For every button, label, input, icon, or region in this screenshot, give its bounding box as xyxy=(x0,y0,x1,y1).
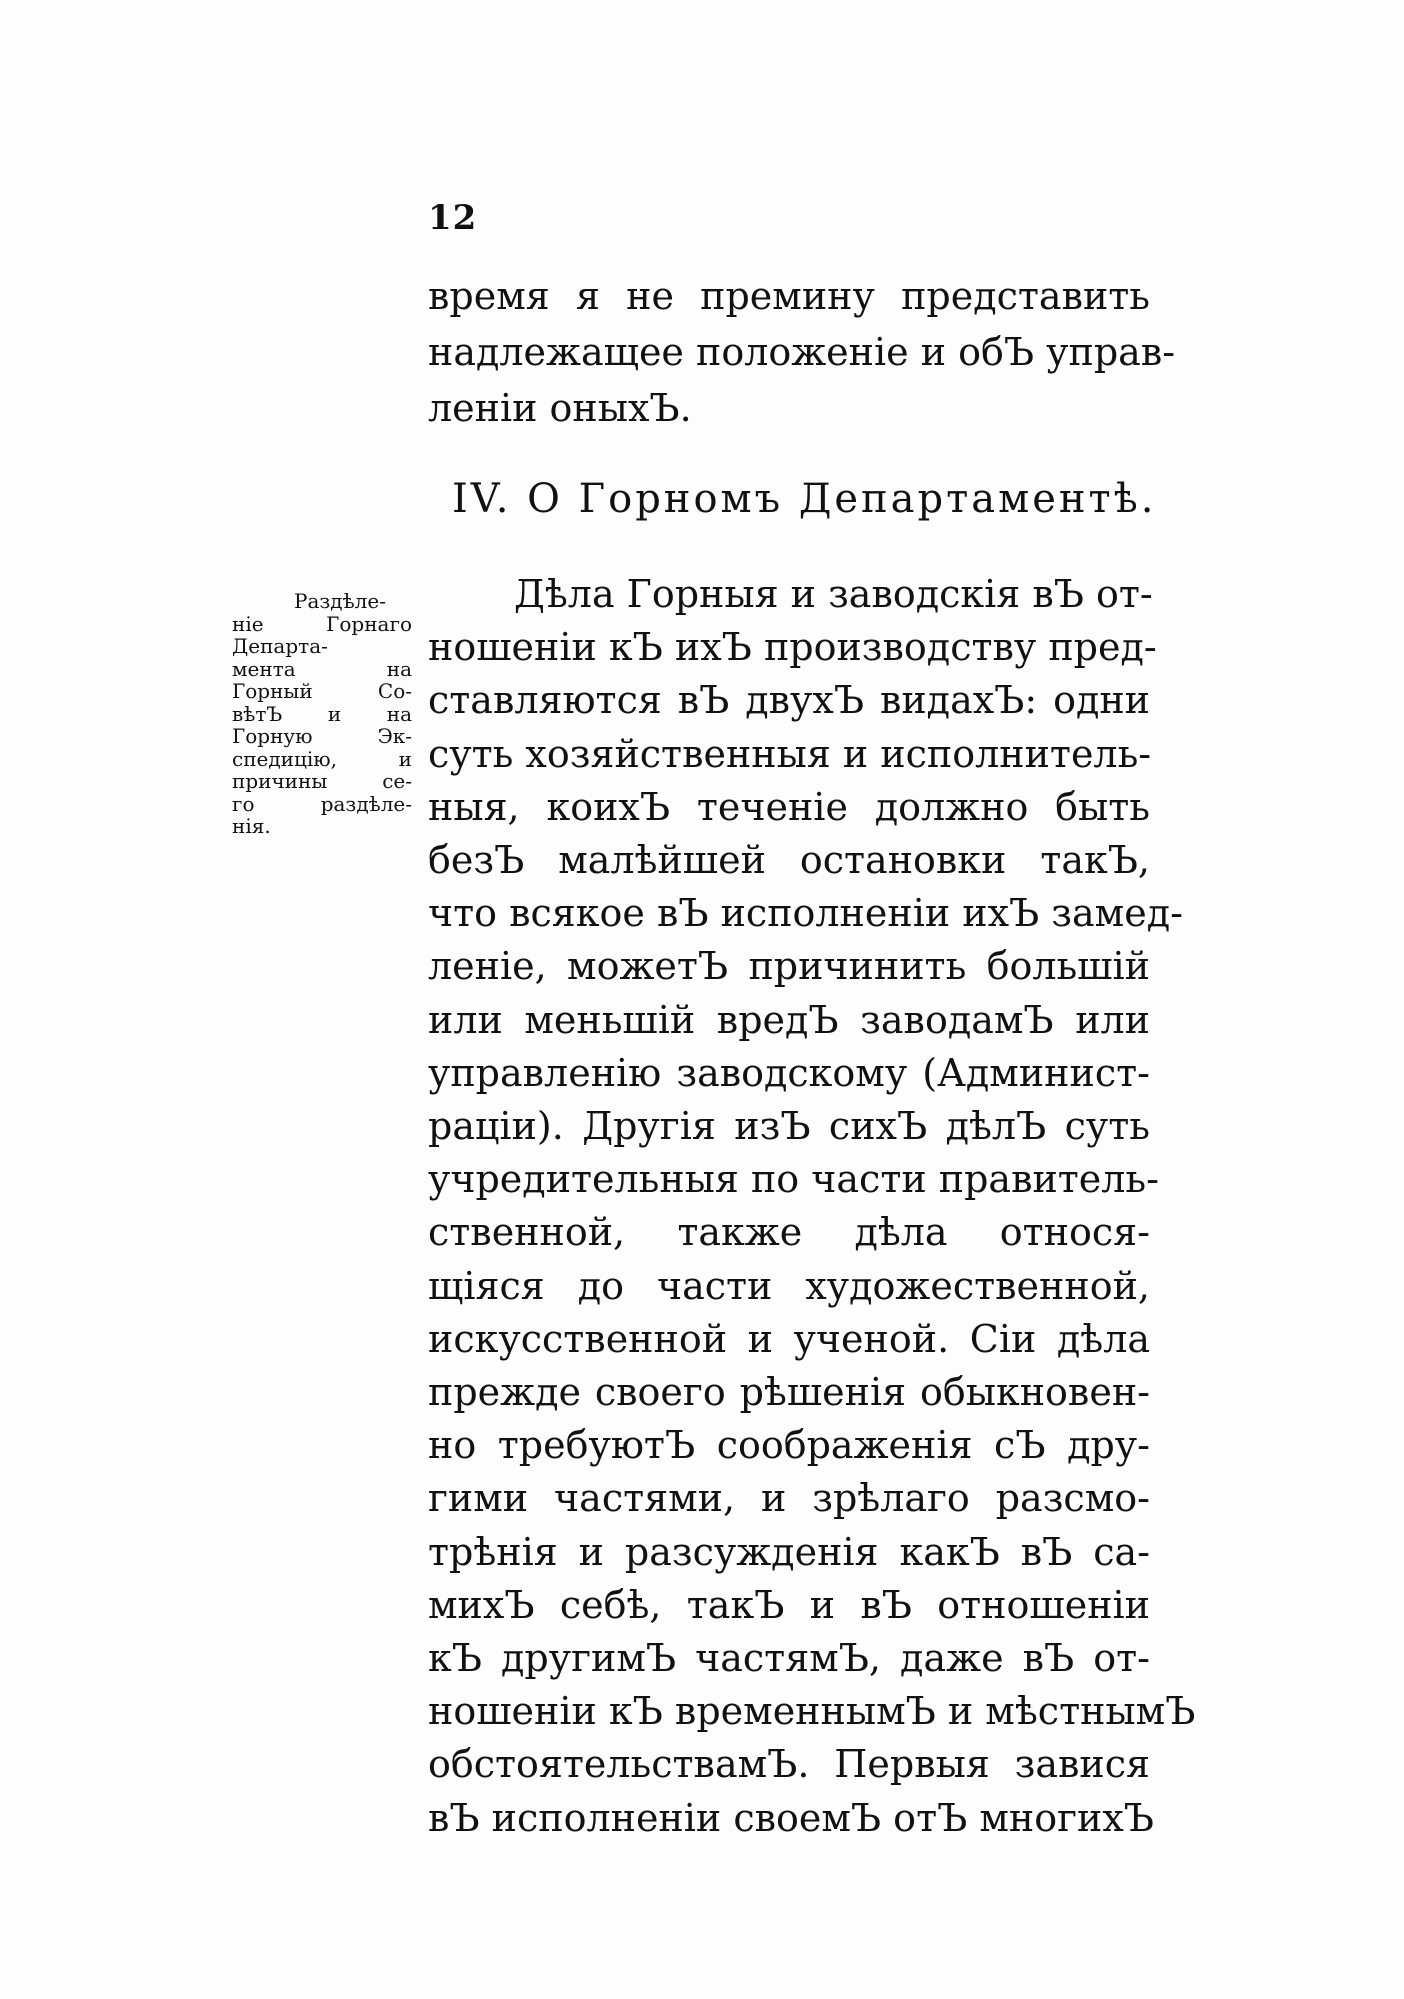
text-line: управленію заводскому (Админист- xyxy=(428,1050,1150,1095)
text-line: вЪ исполненіи своемЪ отЪ многихЪ xyxy=(428,1795,1154,1840)
text-line: ношеніи кЪ временнымЪ и мѣстнымЪ xyxy=(428,1689,1196,1734)
margin-note-line: ніе Горнаго xyxy=(232,611,412,636)
text-line: ныя, коихЪ теченіе должно быть xyxy=(428,784,1150,829)
section-heading: IV. О Горномъ Департаментѣ. xyxy=(452,476,1157,522)
text-line: ношеніи кЪ ихЪ производству пред- xyxy=(428,625,1157,670)
page-number: 12 xyxy=(428,198,478,238)
text-line: прежде своего рѣшенія обыкновен- xyxy=(428,1370,1150,1415)
text-line: трѣнія и разсужденія какЪ вЪ са- xyxy=(428,1529,1150,1574)
text-line: надлежащее положеніе и обЪ управ- xyxy=(428,330,1176,374)
text-line: леніе, можетЪ причинить большій xyxy=(428,944,1150,989)
text-line: но требуютЪ соображенія сЪ дру- xyxy=(428,1423,1150,1468)
text-line: гими частями, и зрѣлаго разсмо- xyxy=(428,1476,1150,1521)
text-line: безЪ малѣйшей остановки такЪ, xyxy=(428,838,1150,883)
text-line: искусственной и ученой. Сіи дѣла xyxy=(428,1316,1150,1361)
text-line: или меньшій вредЪ заводамЪ или xyxy=(428,997,1150,1042)
text-line: кЪ другимЪ частямЪ, даже вЪ от- xyxy=(428,1636,1150,1681)
margin-note xyxy=(232,590,412,838)
text-line: раціи). Другія изЪ сихЪ дѣлЪ суть xyxy=(428,1104,1150,1149)
text-line: леніи оныхЪ. xyxy=(428,386,692,430)
text-line: что всякое вЪ исполненіи ихЪ замед- xyxy=(428,891,1183,936)
margin-note-line: Горный Со- xyxy=(232,679,412,703)
margin-note-line: го раздѣле- xyxy=(232,791,412,816)
intro-paragraph xyxy=(428,268,1176,436)
margin-note-line: причины се- xyxy=(232,769,412,793)
text-line: Дѣла Горныя и заводскія вЪ от- xyxy=(514,572,1153,616)
margin-note-line: нія. xyxy=(232,814,271,838)
margin-note-line: Департа- xyxy=(232,634,328,658)
text-line: щіяся до части художественной, xyxy=(428,1263,1150,1308)
text-line: суть хозяйственныя и исполнитель- xyxy=(428,731,1152,776)
margin-note-line: Раздѣле- xyxy=(294,589,386,613)
text-line: ставляются вЪ двухЪ видахЪ: одни xyxy=(428,678,1150,723)
margin-note-line: Горную Эк- xyxy=(232,724,412,748)
body-paragraph xyxy=(428,568,1196,1845)
text-line: учредительныя по части правитель- xyxy=(428,1157,1159,1202)
text-line: время я не премину представить xyxy=(428,274,1150,318)
text-line: михЪ себѣ, такЪ и вЪ отношеніи xyxy=(428,1582,1150,1627)
margin-note-line: спедицію, и xyxy=(232,746,412,771)
margin-note-line: мента на xyxy=(232,656,412,681)
text-line: ственной, также дѣла относя- xyxy=(428,1210,1150,1255)
text-line: обстоятельствамЪ. Первыя завися xyxy=(428,1742,1150,1787)
margin-note-line: вѣтЪ и на xyxy=(232,701,412,726)
